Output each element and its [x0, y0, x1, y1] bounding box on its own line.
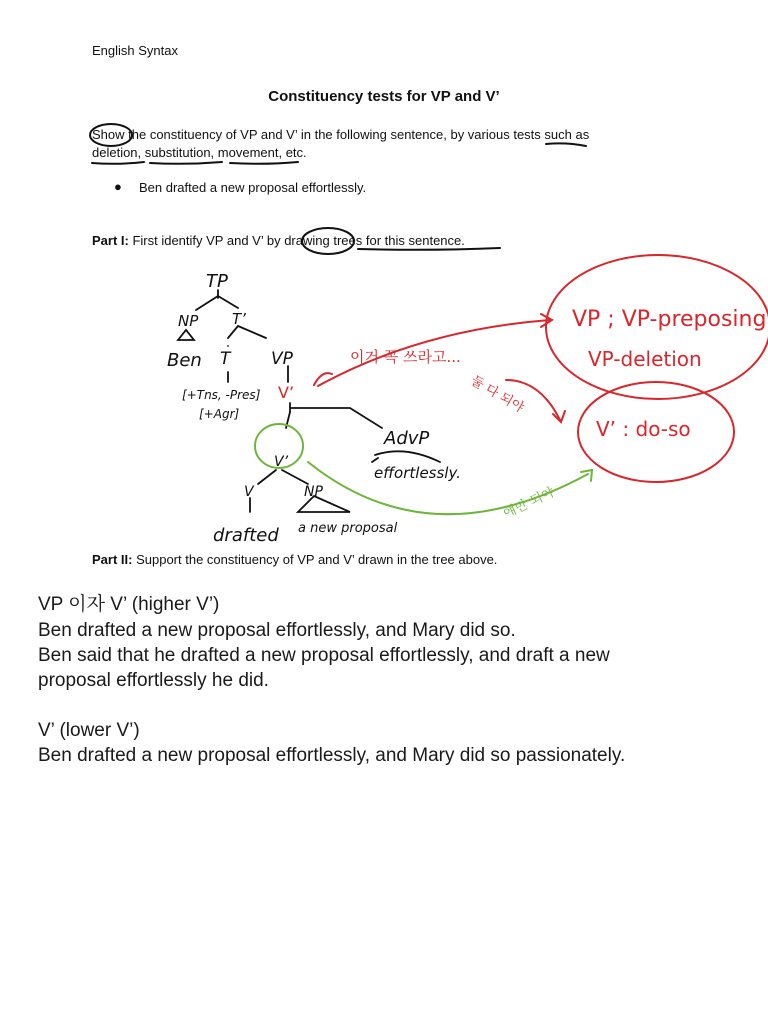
label-vbar-low: V’	[274, 454, 289, 470]
red-vbar-high: V’	[278, 383, 295, 402]
instr-part: such as	[540, 127, 590, 142]
answer-line: proposal effortlessly he did.	[38, 670, 269, 691]
instr-part: the constituency of VP and V’ in the following sentence, by various	[124, 127, 514, 142]
part1-text: First identify VP and V’ by	[128, 233, 285, 248]
label-advp: AdvP	[384, 428, 430, 449]
bullet-dot: ●	[114, 179, 122, 194]
part1-trees: trees for this sentence.	[333, 233, 465, 248]
label-vp: VP	[271, 349, 293, 369]
answer-line: Ben said that he drafted a new proposal effortlessly, and draft a new	[38, 645, 610, 666]
answer-line: Ben drafted a new proposal effortlessly, and Mary did so passionately.	[38, 745, 626, 766]
label-v: V	[244, 484, 254, 500]
label-tbar: T’	[232, 310, 246, 328]
label-ben: Ben	[167, 350, 202, 371]
instr-tests: tests	[513, 127, 541, 142]
circle-drawing	[302, 228, 354, 254]
instr-etc: etc.	[282, 145, 307, 160]
label-np2: NP	[304, 484, 323, 500]
note-side-green: 얘만 되야	[501, 485, 557, 522]
page-title: Constituency tests for VP and V’	[268, 88, 500, 105]
underline-trees	[358, 248, 500, 250]
label-a-new-proposal: a new proposal	[298, 521, 398, 536]
circle-show	[90, 124, 132, 146]
green-labels	[501, 484, 557, 522]
part1-drawing: drawing	[284, 233, 330, 248]
note-vbar-test: V’ : do-so	[596, 417, 691, 441]
instr-movement: movement,	[217, 145, 283, 160]
answer-line: VP 이자 V’ (higher V’)	[38, 594, 220, 615]
underline-tests	[546, 143, 586, 146]
label-features2: [+Agr]	[199, 407, 240, 421]
underline-movement	[230, 162, 298, 164]
part2-text: Support the constituency of VP and V’ drawn in the tree above.	[132, 552, 498, 567]
note-side-red: 둘 다 되야	[468, 373, 527, 416]
part1-label: Part I:	[92, 233, 129, 248]
label-t: T	[220, 349, 231, 369]
instr-sep: ,	[210, 145, 218, 160]
instr-substitution: substitution	[144, 145, 211, 160]
underline-substitution	[150, 162, 222, 164]
note-vp-tests2: VP-deletion	[588, 347, 702, 371]
answer-line: V’ (lower V’)	[38, 720, 140, 741]
answer-line: Ben drafted a new proposal effortlessly, and Mary did so.	[38, 620, 516, 641]
course-name: English Syntax	[92, 43, 178, 58]
instr-deletion: deletion	[92, 145, 138, 160]
red-labels	[278, 307, 766, 441]
label-drafted: drafted	[213, 525, 279, 546]
note-korean: 이거 꼭 쓰라고...	[350, 348, 461, 366]
instr-sep: ,	[137, 145, 145, 160]
label-features1: [+Tns, -Pres]	[182, 388, 261, 402]
label-effortlessly: effortlessly.	[374, 464, 461, 482]
note-vp-tests1: VP ; VP-preposing	[572, 307, 767, 332]
label-tp: TP	[206, 271, 228, 292]
example-sentence: Ben drafted a new proposal effortlessly.	[139, 180, 367, 195]
label-np: NP	[178, 312, 199, 330]
instr-show: Show	[92, 127, 125, 142]
underline-deletion	[92, 162, 144, 164]
part2-label: Part II:	[92, 552, 133, 567]
